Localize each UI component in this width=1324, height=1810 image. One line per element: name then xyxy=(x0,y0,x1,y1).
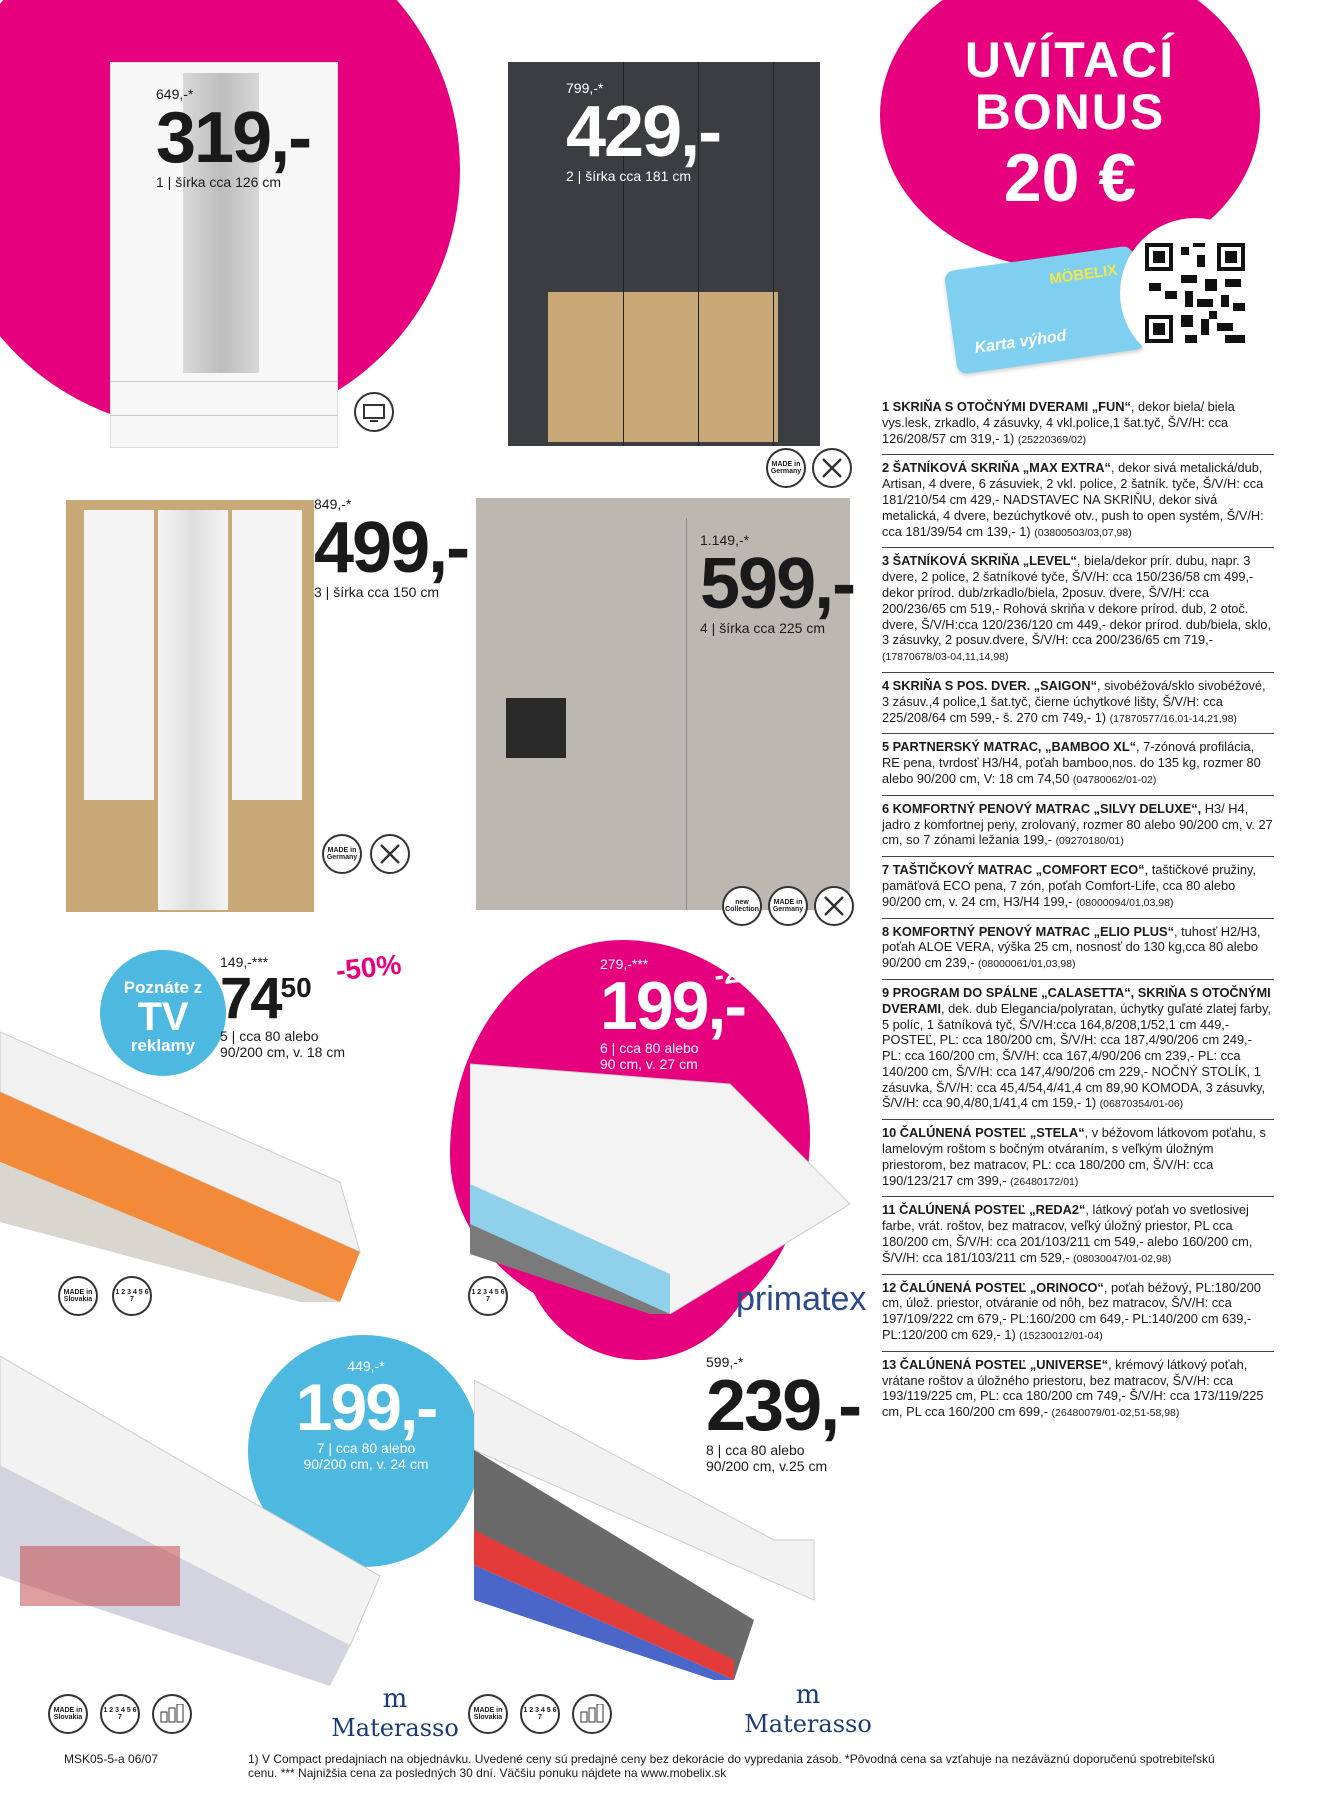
description-text: , dekor biela/ biela vys.lesk, zrkadlo, 4 zásuvky, 4 vkl.police,1 šat.tyč, Š/V/H: cca 126/208/57 cm 319,- 1) xyxy=(882,399,1235,446)
loyalty-card xyxy=(944,245,1147,374)
price-block-7 xyxy=(268,1358,464,1472)
description-item xyxy=(882,919,1274,980)
card-label: Karta výhod xyxy=(973,327,1068,358)
description-title: 9 PROGRAM DO SPÁLNE „CALASETTA“, SKRIŇA S OTOČNÝMI DVERAMI xyxy=(882,984,1271,1016)
price-block-3 xyxy=(314,496,468,600)
old-price: 599,-* xyxy=(706,1354,744,1370)
bonus-line2: BONUS xyxy=(974,84,1166,140)
materasso-label: Materasso xyxy=(744,1710,872,1738)
old-price: 149,-*** xyxy=(220,954,269,970)
description-title: 8 KOMFORTNÝ PENOVÝ MATRAC „ELIO PLUS“ xyxy=(882,923,1174,939)
price-block-8 xyxy=(706,1354,860,1474)
description-item xyxy=(882,734,1274,795)
price: 429,- xyxy=(566,92,721,172)
materasso-logo: m Materasso xyxy=(738,1680,878,1738)
old-price: 799,-* xyxy=(566,80,604,96)
description-title: 10 ČALÚNENÁ POSTEĽ „STELA“ xyxy=(882,1125,1085,1141)
discount-5: -50% xyxy=(334,948,403,987)
description-text: , krémový látkový poťah, vrátane roštov a úložného priestoru, bez matracov, Š/V/H: cca 193/119/225 cm, PL: cca 180/200 cm 749,- Š/V/H: cca 173/119/225 cm, PL cca 160/200 cm 699,- xyxy=(882,1356,1264,1420)
old-price: 1.149,-* xyxy=(700,532,750,548)
bonus-line1: UVÍTACÍ xyxy=(964,32,1176,88)
description-text: , poťah béžový, PL:180/200 cm, úlož. priestor, otváranie od nôh, bez matracov, Š/V/H: cca 197/109/222 cm 679,- PL:160/200 cm 649,- PL:140/200 cm 639,- PL:120/200 cm 629,- 1) xyxy=(882,1279,1261,1343)
price-block-4 xyxy=(700,532,854,636)
primatex-logo: primatex xyxy=(736,1280,867,1318)
description-code: (17870678/03-04,11,14,98) xyxy=(882,651,1009,664)
size-line1: 6 | cca 80 alebo xyxy=(600,1040,699,1056)
zones-icon: 1 2 3 4 5 6 7 xyxy=(520,1694,560,1734)
zones-icon: 1 2 3 4 5 6 7 xyxy=(100,1694,140,1734)
description-title: 3 ŠATNÍKOVÁ SKRIŇA „LEVEL“ xyxy=(882,553,1077,569)
width-info: 1 | šírka cca 126 cm xyxy=(156,174,282,190)
description-code: (17870577/16,01-14,21,98) xyxy=(1109,712,1237,725)
description-item xyxy=(882,394,1274,455)
new-collection-icon: new Collection xyxy=(722,886,762,926)
old-price: 449,-* xyxy=(347,1358,385,1374)
description-title: 13 ČALÚNENÁ POSTEĽ „UNIVERSE“ xyxy=(882,1356,1109,1372)
made-in-slovakia-icon: MADE in Slovakia xyxy=(58,1276,98,1316)
price-block-2 xyxy=(566,80,720,184)
description-code: (04780062/01-02) xyxy=(1072,773,1157,786)
tools-icon xyxy=(370,834,410,874)
description-text: H3/ H4, jadro z komfortnej peny, zrolovaný, rozmer 80 alebo 90/200 cm, v. 27 cm, so 7 zónami ležania 199,- xyxy=(882,800,1273,848)
description-title: 1 SKRIŇA S OTOČNÝMI DVERAMI „FUN“ xyxy=(882,399,1131,414)
description-item xyxy=(882,1120,1274,1197)
description-code: (06870354/01-06) xyxy=(1099,1098,1184,1111)
height-icon xyxy=(572,1694,612,1734)
width-info: 3 | šírka cca 150 cm xyxy=(314,584,440,600)
size-line1: 8 | cca 80 alebo xyxy=(706,1442,805,1458)
zones-icon: 1 2 3 4 5 6 7 xyxy=(468,1276,508,1316)
description-item xyxy=(882,980,1274,1120)
old-price: 849,-* xyxy=(314,496,352,512)
product-descriptions xyxy=(882,394,1274,1428)
description-title: 7 TAŠTIČKOVÝ MATRAC „COMFORT ECO“ xyxy=(882,862,1145,878)
materasso-logo: m Materasso xyxy=(331,1684,459,1742)
description-code: (26480172/01) xyxy=(1010,1175,1079,1188)
card-brand: MÖBELIX xyxy=(1048,261,1119,288)
description-text: , biela/dekor prír. dubu, napr. 3 dvere, 2 police, 2 šatníkové tyče, Š/V/H: cca 150/236/58 cm 499,- dekor prírod. dub/zrkadlo/biela, 2posuv. dvere, Š/V/H: cca 200/236/65 cm 519,- Rohová skriňa v dekore prírod. dub, 2 otoč. dvere, Š/V/H:cca 120/236/120 cm 449,- dekor prírod. dub/biela, sklo, 3 zásuvky, 2 posuv.dvere, Š/V/H: cca 200/236/65 cm 719,- xyxy=(882,553,1272,648)
tv-badge-line3: reklamy xyxy=(130,1036,196,1055)
size-line2: 90/200 cm, v. 24 cm xyxy=(303,1456,429,1473)
description-title: 12 ČALÚNENÁ POSTEĽ „ORINOCO“ xyxy=(882,1279,1104,1295)
wardrobe-3-image xyxy=(66,500,314,912)
description-code: (08000061/01,03,98) xyxy=(978,958,1076,971)
made-in-germany-icon: MADE in Germany xyxy=(766,448,806,488)
price: 199,- xyxy=(295,1370,437,1444)
price-block-1 xyxy=(156,86,310,190)
height-icon xyxy=(152,1694,192,1734)
mattress-6-image xyxy=(470,1054,850,1314)
description-code: (09270180/01) xyxy=(1055,835,1124,848)
description-title: 11 ČALÚNENÁ POSTEĽ „REDA2“ xyxy=(882,1202,1086,1218)
description-item xyxy=(882,455,1274,548)
size-line2: 90/200 cm, v.25 cm xyxy=(706,1458,828,1475)
description-text: , 7-zónová profilácia, RE pena, tvrdosť H3/H4, poťah bamboo,nos. do 135 kg, rozmer 80 alebo 90/200 cm, V: 18 cm 74,50 xyxy=(882,739,1261,786)
description-item xyxy=(882,796,1274,857)
tools-icon xyxy=(814,886,854,926)
description-text: , tuhosť H2/H3, poťah ALOE VERA, výška 25 cm, nosnosť do 130 kg,cca 80 alebo 90/200 cm 239,- xyxy=(882,923,1261,971)
width-info: 2 | šírka cca 181 cm xyxy=(566,168,692,184)
price: 319,- xyxy=(156,98,311,178)
description-item xyxy=(882,1197,1274,1274)
price: 239,- xyxy=(706,1366,861,1446)
description-item xyxy=(882,1275,1274,1352)
tv-badge-line1: Poznáte z xyxy=(123,978,203,997)
made-in-germany-icon: MADE in Germany xyxy=(768,886,808,926)
made-in-slovakia-icon: MADE in Slovakia xyxy=(48,1694,88,1734)
description-text: , taštičkové pružiny, pamäťová ECO pena, 7 zón, poťah Comfort-Life, cca 80 alebo 90/200 cm, v. 24 cm, H3/H4 199,- xyxy=(882,862,1257,909)
tv-badge-line2: TV xyxy=(137,995,189,1039)
tools-icon xyxy=(812,448,852,488)
price-block-5 xyxy=(220,954,345,1060)
size-line2: 90 cm, v. 27 cm xyxy=(600,1056,698,1073)
made-in-slovakia-icon: MADE in Slovakia xyxy=(468,1694,508,1734)
description-title: 5 PARTNERSKÝ MATRAC, „BAMBOO XL“ xyxy=(882,739,1137,755)
price-main: 74 xyxy=(220,966,281,1031)
price-cents: 50 xyxy=(280,972,312,1003)
bonus-heading xyxy=(920,32,1220,216)
description-text: , dek. dub Elegancia/polyratan, úchytky guľaté zlatej farby, 5 políc, 1 šatníková tyč, Š/V/H:cca 164,8/208,1/52,1 cm 449,- POSTEĽ, PL: cca 180/200 cm, Š/V/H: cca 187,4/90/206 cm 249,- PL: cca 160/200 cm, Š/V/H: cca 167,4/90/206 cm 239,- PL: cca 140/200 cm, Š/V/H: cca 147,4/90/206 cm 229,- NOČNÝ STOLÍK, 1 zásuvka, Š/V/H: cca 45,4/54,4/41,4 cm 89,90 KOMODA, 3 zásuvky, Š/V/H: cca 90,4/80,1/41,4 cm 159,- 1) xyxy=(882,1000,1272,1111)
price: 199,- xyxy=(600,968,745,1044)
size-line1: 5 | cca 80 alebo xyxy=(220,1028,319,1044)
size-line1: 7 | cca 80 alebo xyxy=(316,1440,416,1456)
old-price: 279,-*** xyxy=(600,956,649,972)
description-code: (15230012/01-04) xyxy=(1019,1330,1103,1343)
bonus-amount: 20 € xyxy=(1003,140,1137,216)
made-in-germany-icon: MADE in Germany xyxy=(322,834,362,874)
description-item xyxy=(882,1352,1274,1428)
zones-icon: 1 2 3 4 5 6 7 xyxy=(112,1276,152,1316)
description-title: 6 KOMFORTNÝ PENOVÝ MATRAC „SILVY DELUXE“, xyxy=(882,800,1202,816)
materasso-label: Materasso xyxy=(331,1714,459,1742)
description-item xyxy=(882,548,1274,673)
size-line2: 90/200 cm, v. 18 cm xyxy=(220,1044,346,1061)
description-text: , sivobéžová/sklo sivobéžové, 3 zásuv.,4 police,1 šat.tyč, čierne úchytkové lišty, Š/V/H: cca 225/208/64 cm 599,- š. 270 cm 749,- 1) xyxy=(882,677,1266,725)
discount-6: -28% xyxy=(712,951,782,992)
catalog-code: MSK05-5-a 06/07 xyxy=(64,1752,159,1766)
footnote: 1) V Compact predajniach na objednávku. Uvedené ceny sú predajné ceny bez dekorácie do vypredania zásob. *Pôvodná cena sa vzťahuje na nezáväznú doporučenú spotrebiteľskú cenu. *** Najnižšia cena za posledných 30 dní. Väčšiu ponuku nájdete na www.mobelix.sk xyxy=(248,1752,1215,1780)
qr-code-box[interactable] xyxy=(1120,218,1270,368)
description-text: , v béžovom látkovom poťahu, s lamelovým roštom s bočným otváraním, s veľkým úložným priestorom, bez matracov, PL: cca 180/200 cm, Š/V/H: cca 190/123/217 cm 399,- xyxy=(882,1125,1266,1188)
description-code: (08030047/01-02,98) xyxy=(1073,1252,1172,1265)
description-code: (25220369/02) xyxy=(1017,433,1087,446)
description-item xyxy=(882,857,1274,918)
description-title: 4 SKRIŇA S POS. DVER. „SAIGON“ xyxy=(882,677,1097,693)
description-code: (03800503/03,07,98) xyxy=(1034,526,1132,539)
qr-code-icon xyxy=(1145,243,1245,343)
tv-screen-icon xyxy=(354,392,394,432)
description-text: , látkový poťah vo svetlosivej farbe, vrát. roštov, bez matracov, veľký úložný priestor, PL cca 180/200 cm, Š/V/H: cca 201/103/211 cm 549,- alebo 160/200 cm, Š/V/H: cca 181/103/211 cm 529,- xyxy=(882,1202,1253,1265)
description-code: (26480079/01-02,51-58,98) xyxy=(1051,1407,1180,1420)
price: 599,- xyxy=(700,544,855,624)
price: 499,- xyxy=(314,508,469,588)
old-price: 649,-* xyxy=(156,86,194,102)
width-info: 4 | šírka cca 225 cm xyxy=(700,620,826,636)
description-text: , dekor sivá metalická/dub, Artisan, 4 dvere, 6 zásuviek, 2 vkl. police, 2 šatník. tyče, Š/V/H: cca 181/210/54 cm 429,- NADSTAVEC NA SKRIŇU, dekor sivá metalická, 4 dvere, bezúchytkové otv., push to open systém, Š/V/H: cca 181/39/54 cm 139,- 1) xyxy=(882,460,1264,539)
description-item xyxy=(882,673,1274,734)
description-code: (08000094/01,03,98) xyxy=(1075,896,1174,909)
description-title: 2 ŠATNÍKOVÁ SKRIŇA „MAX EXTRA“ xyxy=(882,460,1111,476)
